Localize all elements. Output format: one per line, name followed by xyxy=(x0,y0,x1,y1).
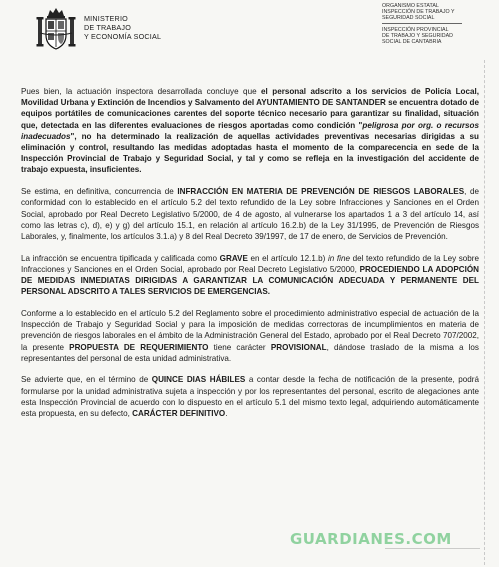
text-segment: CARÁCTER DEFINITIVO xyxy=(132,409,226,419)
org-line: INSPECCIÓN DE TRABAJO Y xyxy=(382,9,455,16)
org-line: SEGURIDAD SOCIAL xyxy=(382,15,435,22)
text-segment: INFRACCIÓN EN MATERIA DE PREVENCIÓN DE RIESGOS LABORALES xyxy=(177,187,465,197)
document-body xyxy=(21,86,479,430)
text-segment: Se estima, en definitiva, concurrencia de xyxy=(21,187,178,197)
office-line: DE TRABAJO Y SEGURIDAD xyxy=(382,33,453,40)
paragraph-infraction xyxy=(21,186,479,242)
text-segment: PROVISIONAL xyxy=(270,342,327,352)
paragraph-findings xyxy=(21,86,479,176)
coat-of-arms-icon xyxy=(36,7,76,51)
paragraph-deadline xyxy=(21,374,479,419)
text-segment: ", no ha determinado la realización de aquellas actividades preventivas necesarias dirigidas a su eliminación y control, resultando las medidas adoptadas hasta el momento de la comparecencia en sede de la Inspección Provincial de Trabajo y Seguridad Social, y tal y como se refleja en la investigación del accidente de trabajo expuesta, insuficientes. xyxy=(21,131,479,175)
office-line: SOCIAL DE CANTABRIA xyxy=(382,39,442,46)
office-line: INSPECCIÓN PROVINCIAL xyxy=(382,27,449,34)
ministry-line: Y ECONOMÍA SOCIAL xyxy=(84,32,162,41)
text-segment: en el artículo 12.1.b) xyxy=(247,253,328,263)
text-segment: a contar desde la fecha de notificación de la presente, podrá formularse por la unidad administrativa sujeta a inspección y por los representantes del personal, escrito de alegaciones ante esta Inspección Provincial de acuerdo con lo dispuesto en el artículo 5.1 del mismo texto legal, adquiriendo automáticamente esta propuesta, en su defecto, xyxy=(21,375,480,419)
paragraph-classification xyxy=(21,253,479,298)
text-segment: Se advierte que, en el término de xyxy=(21,375,152,385)
header-divider xyxy=(382,23,462,24)
text-segment: , dándose traslado de la misma a los representantes del personal de esta unidad administrativa. xyxy=(21,342,479,363)
text-segment: PROCEDIENDO LA ADOPCIÓN DE MEDIDAS INMEDIATAS DIRIGIDAS A GARANTIZAR LA COMUNICACIÓN ADECUADA Y PERMANENTE DEL PERSONAL ADSCRITO A TALES SERVICIOS DE EMERGENCIAS. xyxy=(21,264,479,297)
page-edge-shadow xyxy=(484,60,493,565)
ministry-line: MINISTERIO xyxy=(84,14,128,23)
text-segment: del texto refundido de la Ley sobre Infracciones y Sanciones en el Orden Social, aprobado por Real Decreto Legislativo 5/2000, xyxy=(21,253,479,274)
stamp-mark xyxy=(385,548,480,549)
text-segment: , de conformidad con lo establecido en el artículo 5.2 del texto refundido de la Ley sobre Infracciones y Sanciones en el Orden Social, aprobado por Real Decreto Legislativo 5/2000, de 4 de agosto, al vulnerarse los apartados 1 a 3 del artículo 14, así como las letras c), d), e) y g) del artículo 15.1, en relación al artículo 16.2.b) de la Ley 31/1995, de Prevención de Riesgos Laborales, y, finalmente, los artículos 3.1.a) y 8 del Real Decreto 39/1997, de 17 de enero, de Servicios de Prevención. xyxy=(21,187,479,241)
text-segment: Conforme a lo establecido en el artículo 5.2 del Reglamento sobre el procedimiento administrativo especial de actuación de la Inspección de Trabajo y Seguridad Social y para la imposición de medidas correctoras de incumplimientos en materia de prevención de riesgos laborales en el ámbito de la Administración General del Estado, aprobado por el Real Decreto 707/2002, la presente xyxy=(21,308,479,352)
text-segment: peligrosa por org. o recursos inadecuados xyxy=(21,120,479,141)
text-segment: La infracción se encuentra tipificada y calificada como xyxy=(21,253,220,263)
letterhead xyxy=(0,0,499,60)
text-segment: in fine xyxy=(328,253,350,263)
paragraph-requirement xyxy=(21,308,479,364)
text-segment: el personal adscrito a los servicios de Policía Local, Movilidad Urbana y Extinción de Incendios y Salvamento del AYUNTAMIENTO DE SANTANDER se encuentra dotado de equipos portátiles de comunicaciones carentes del soporte técnico necesario para garantizar su finalidad, situación que, detectada en las diferentes evaluaciones de riesgos aportadas como condición " xyxy=(21,87,479,130)
text-segment: QUINCE DIAS HÁBILES xyxy=(151,375,246,385)
office-header xyxy=(382,3,499,46)
text-segment: tiene carácter xyxy=(208,342,271,352)
text-segment: Pues bien, la actuación inspectora desarrollada concluye que xyxy=(21,87,262,96)
watermark: GUARDIANES.COM xyxy=(290,530,452,548)
text-segment: . xyxy=(225,409,228,419)
text-segment: PROPUESTA DE REQUERIMIENTO xyxy=(69,342,209,352)
text-segment: GRAVE xyxy=(219,253,248,263)
ministry-name xyxy=(84,14,161,41)
org-line: ORGANISMO ESTATAL xyxy=(382,3,439,9)
ministry-line: DE TRABAJO xyxy=(84,23,131,32)
